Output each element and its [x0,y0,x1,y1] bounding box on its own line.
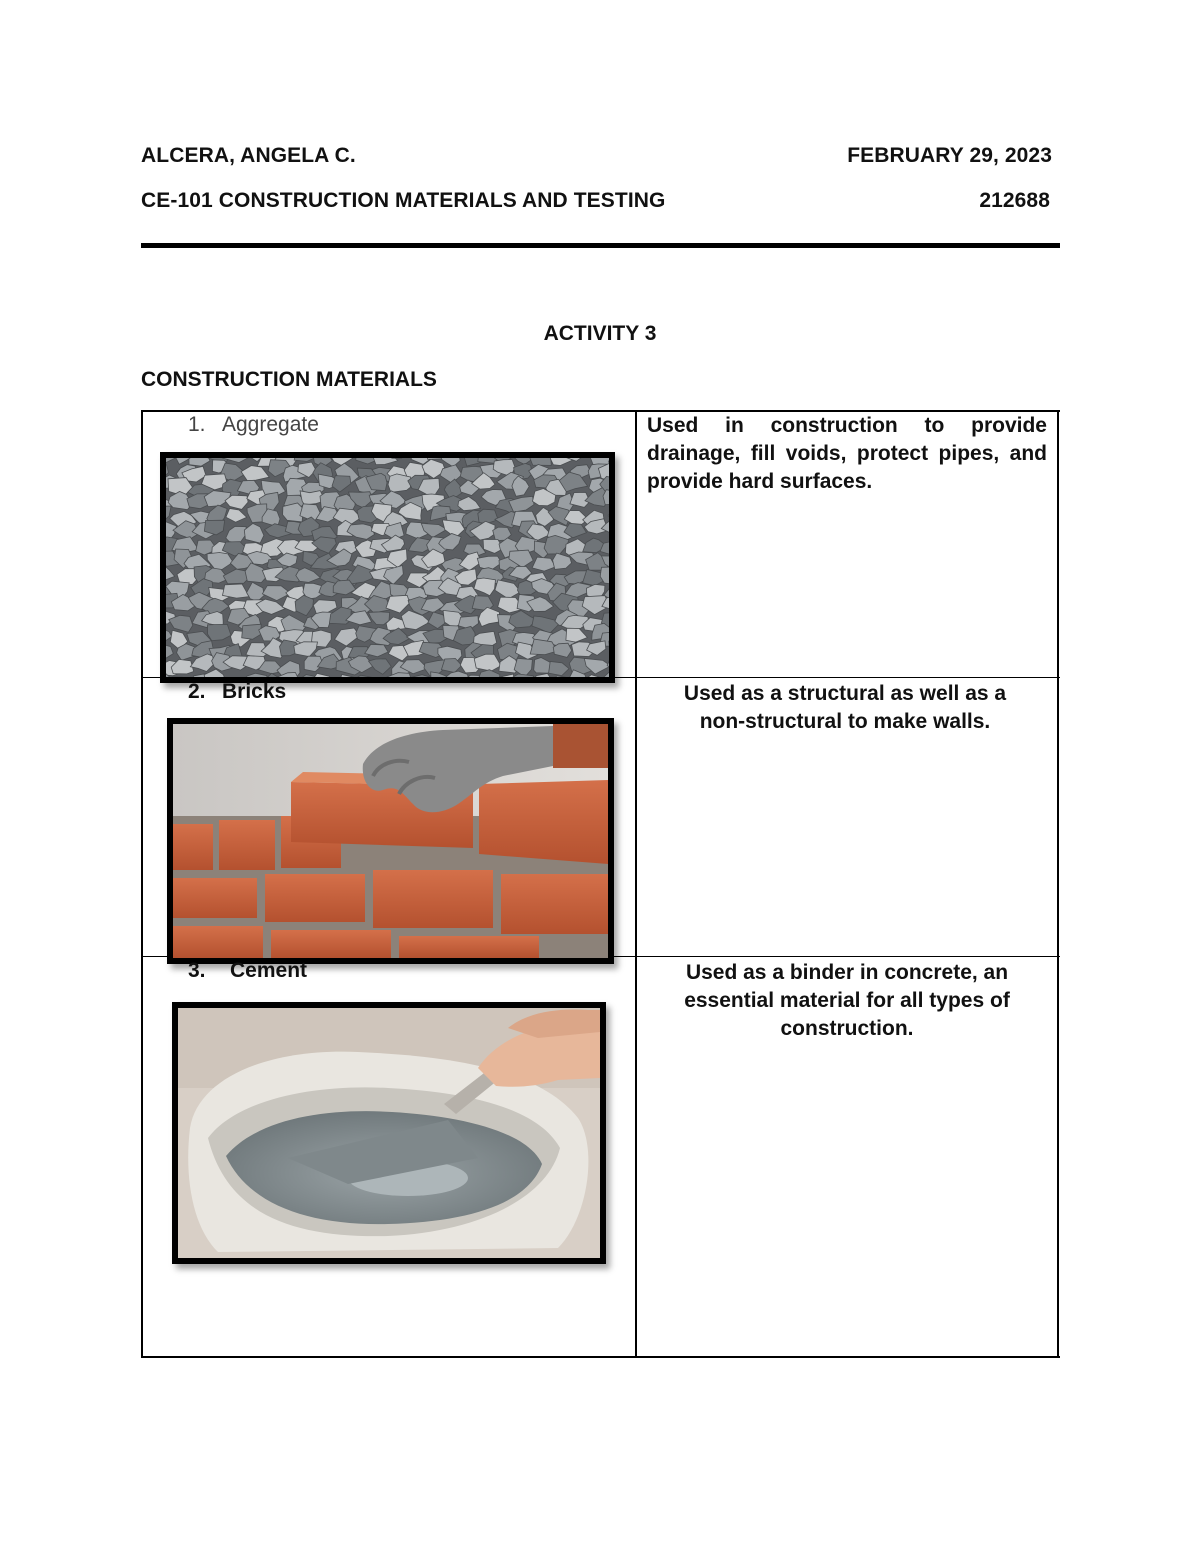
table-border-right [1057,410,1059,1358]
brick-wall-image [173,724,608,958]
gravel-stone [283,503,304,522]
material-description-aggregate: Used in construction to provide drainage, fill voids, protect pipes, and provide hard surfaces. [647,414,1047,493]
course-title: CE-101 CONSTRUCTION MATERIALS AND TESTING [141,189,666,212]
material-name: Aggregate [222,413,319,436]
table-column-divider [635,410,637,1358]
section-title: CONSTRUCTION MATERIALS [141,368,437,391]
material-label-cement: 3. Cement [188,959,308,982]
id-number: 212688 [979,189,1050,212]
material-description-bricks: Used as a structural as well as a non-structural to make walls. [683,682,1007,733]
material-name: Bricks [222,680,287,703]
date: FEBRUARY 29, 2023 [847,144,1052,167]
aggregate-photo [160,452,615,683]
cement-photo [172,1002,606,1264]
material-label-aggregate: 1. Aggregate [188,413,319,436]
gravel-image [166,458,609,677]
gravel-stone [530,458,551,465]
student-name: ALCERA, ANGELA C. [141,144,356,167]
gravel-stone [388,474,411,493]
cement-bag-image [178,1008,600,1258]
material-label-bricks: 2. Bricks [188,680,287,703]
table-border-bottom [141,1356,1060,1358]
activity-title: ACTIVITY 3 [543,322,657,345]
material-name: Cement [230,959,308,982]
bricks-photo [167,718,614,964]
header-divider [141,243,1060,248]
table-border-left [141,410,143,1358]
material-description-cement: Used as a binder in concrete, an essential material for all types of construction. [684,961,1010,1040]
